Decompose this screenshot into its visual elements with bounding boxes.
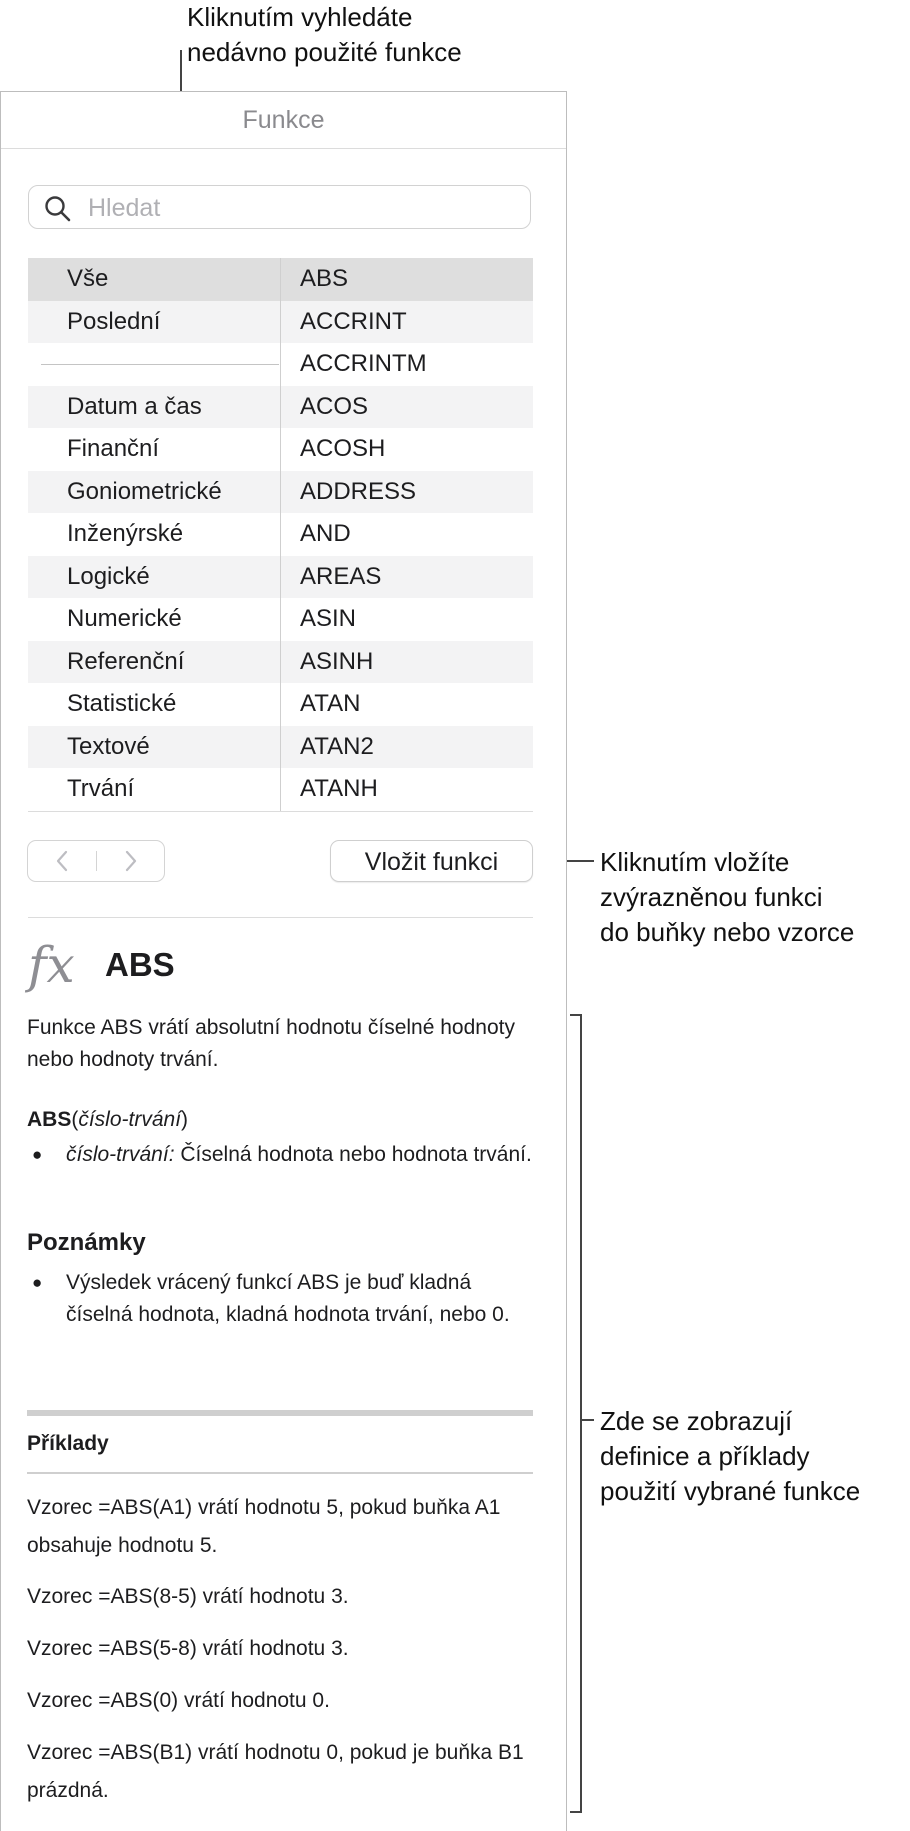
function-title: ABS [105,946,175,983]
examples-divider [27,1410,533,1416]
function-item[interactable]: AREAS [300,562,382,590]
search-icon [43,195,73,223]
category-item[interactable]: Logické [67,562,150,590]
function-item[interactable]: ASINH [300,647,374,675]
syntax-argument: číslo-trvání [78,1108,182,1131]
chevron-right-icon [124,850,138,872]
function-item[interactable]: ATAN [300,690,361,717]
category-separator [41,364,279,365]
function-item[interactable]: AND [300,520,351,547]
function-item[interactable]: ASIN [300,605,357,632]
function-item[interactable]: ACOSH [300,435,386,462]
note-text: Výsledek vrácený funkcí ABS je buď kladná číselná hodnota, kladná hodnota trvání, nebo 0. [66,1271,510,1326]
argument-name: číslo-trvání: [66,1143,175,1166]
category-item[interactable]: Trvání [67,775,135,802]
category-item[interactable]: Referenční [67,647,185,675]
bullet-icon: ● [32,1145,43,1164]
function-item[interactable]: ACCRINTM [300,350,427,377]
insert-function-button[interactable]: Vložit funkci [330,840,533,882]
bracket-definitions-vertical [580,1014,582,1813]
category-item[interactable]: Goniometrické [67,477,222,505]
example-item: Vzorec =ABS(8-5) vrátí hodnotu 3. [27,1585,349,1608]
search-input[interactable] [86,188,510,228]
bullet-icon: ● [32,1273,43,1292]
bracket-definitions-tick [582,1419,594,1421]
category-item[interactable]: Numerické [67,605,182,632]
callout-definitions: Zde se zobrazují definice a příklady použití vybrané funkce [600,1406,861,1506]
callout-insert-function: Kliknutím vložíte zvýrazněnou funkci do buňky nebo vzorce [600,847,855,947]
search-field[interactable] [28,185,531,229]
category-item[interactable]: Finanční [67,435,160,462]
function-syntax: ABS(číslo-trvání) [27,1108,189,1131]
example-item: Vzorec =ABS(0) vrátí hodnotu 0. [27,1689,330,1712]
function-item[interactable]: ATAN2 [300,732,374,760]
example-item: Vzorec =ABS(5-8) vrátí hodnotu 3. [27,1637,349,1660]
category-item[interactable]: Datum a čas [67,392,202,420]
column-divider[interactable] [280,258,281,811]
history-navigation [27,840,165,882]
function-item[interactable]: ADDRESS [300,477,417,505]
category-item[interactable]: Textové [67,732,150,760]
syntax-function-name: ABS [27,1108,72,1131]
category-item-all[interactable]: Vše [67,265,109,292]
function-item[interactable]: ABS [300,265,349,292]
bracket-definitions-bottom [570,1811,582,1813]
example-item: Vzorec =ABS(B1) vrátí hodnotu 0, pokud je buňka B1 prázdná. [27,1741,524,1802]
table-bottom-divider [28,811,533,812]
functions-panel [0,91,567,1831]
detail-divider [28,917,533,918]
category-item[interactable]: Statistické [67,690,177,717]
function-item[interactable]: ATANH [300,775,378,802]
examples-heading: Příklady [27,1432,109,1455]
function-description: Funkce ABS vrátí absolutní hodnotu číselné hodnoty nebo hodnoty trvání. [27,1016,515,1071]
function-item[interactable]: ACOS [300,392,369,420]
function-item[interactable]: ACCRINT [300,307,407,335]
chevron-left-icon [55,850,69,872]
forward-button[interactable] [97,841,165,881]
callout-recent-functions: Kliknutím vyhledáte nedávno použité funkce [187,2,462,67]
back-button[interactable] [28,841,96,881]
example-item: Vzorec =ABS(A1) vrátí hodnotu 5, pokud buňka A1 obsahuje hodnotu 5. [27,1496,501,1557]
argument-description: Číselná hodnota nebo hodnota trvání. [180,1143,532,1166]
examples-heading-rule [27,1472,533,1474]
notes-heading: Poznámky [27,1229,146,1256]
panel-title: Funkce [1,92,566,149]
fx-icon: fx [28,936,75,994]
category-item-recent[interactable]: Poslední [67,307,161,335]
category-item[interactable]: Inženýrské [67,520,184,547]
